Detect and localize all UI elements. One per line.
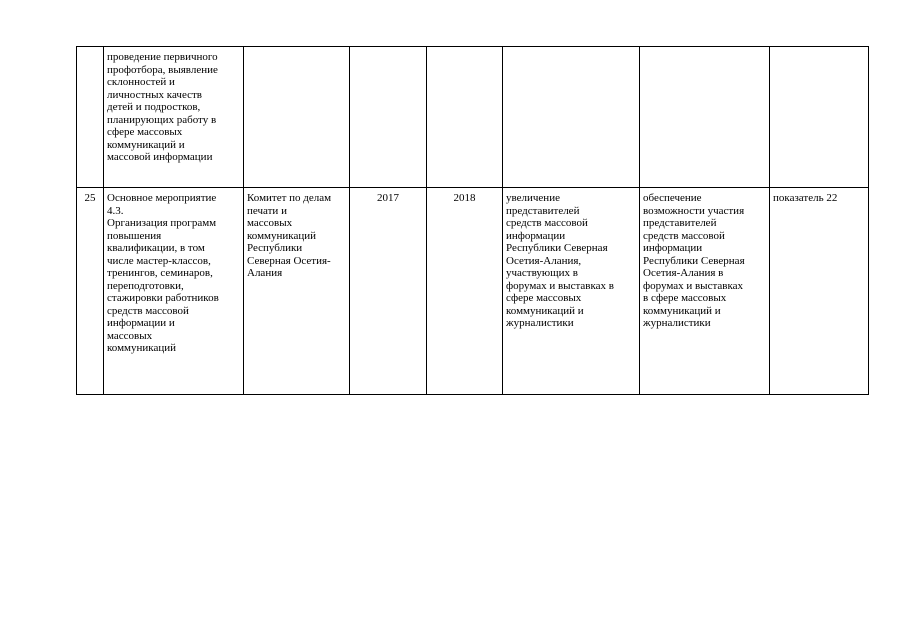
start-year-cell [350, 47, 427, 188]
executor-cell: Комитет по делам печати и массовых коммуникаций Республики Северная Осетия- Алания [244, 188, 350, 395]
expected-result-cell: увеличение представителей средств массовой информации Республики Северная Осетия-Алания, участвующих в форумах и выставках в сфере массовых коммуникаций и журналистики [503, 188, 640, 395]
expected-result-cell [503, 47, 640, 188]
table-row [77, 188, 869, 395]
main-directions-cell [640, 47, 770, 188]
program-table [76, 46, 869, 395]
indicator-cell: показатель 22 [770, 188, 869, 395]
table-row [77, 47, 869, 188]
main-directions-cell: обеспечение возможности участия представителей средств массовой информации Республики Северная Осетия-Алания в форумах и выставках в сфере массовых коммуникаций и журналистики [640, 188, 770, 395]
activity-cell: проведение первичного профотбора, выявление склонностей и личностных качеств детей и подростков, планирующих работу в сфере массовых коммуникаций и массовой информации [104, 47, 244, 188]
end-year-cell: 2018 [427, 188, 503, 395]
indicator-cell [770, 47, 869, 188]
row-number-cell: 25 [77, 188, 104, 395]
start-year-cell: 2017 [350, 188, 427, 395]
end-year-cell [427, 47, 503, 188]
executor-cell [244, 47, 350, 188]
row-number-cell [77, 47, 104, 188]
activity-cell: Основное мероприятие 4.3. Организация программ повышения квалификации, в том числе мастер-классов, тренингов, семинаров, переподготовки, стажировки работников средств массовой информации и массовых коммуникаций [104, 188, 244, 395]
